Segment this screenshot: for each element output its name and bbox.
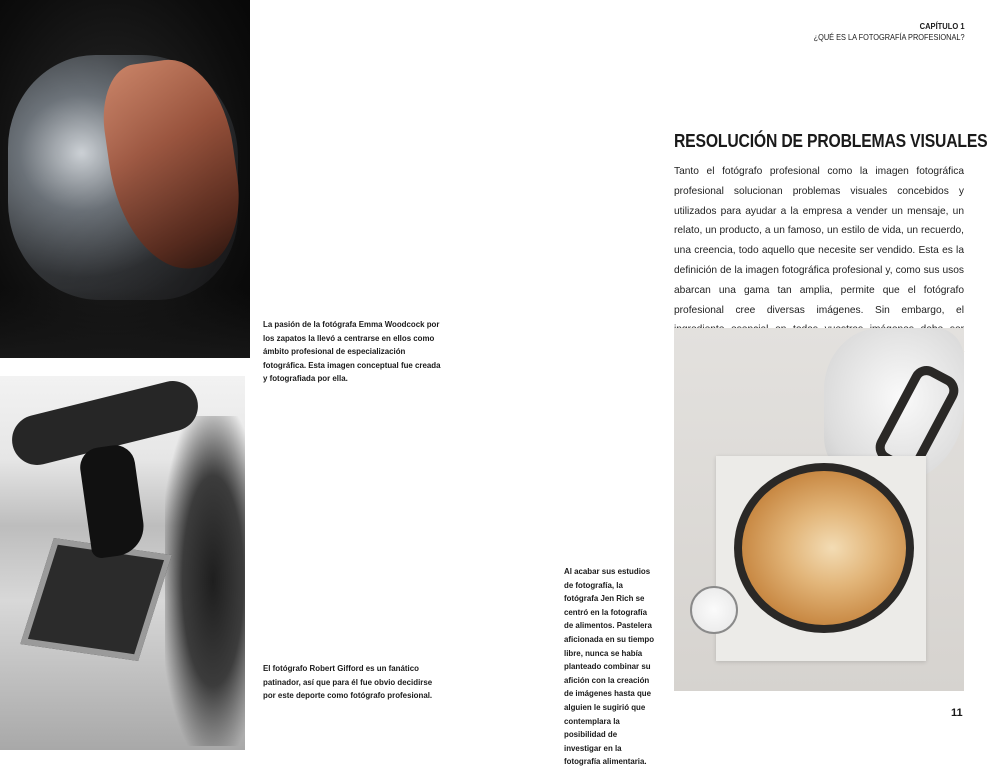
body-paragraph: Tanto el fotógrafo profesional como la imagen fotográfica profesional solucionan problemas visuales concebidos y utilizados para ayudar a la empresa a vender un mensaje, un relato, un producto, a un famoso, un estilo de vida, un recuerdo, una creencia, todo aquello que necesite ser vendido. Esta es la definición de la imagen fotográfica profesional y, como sus usos abarcan una gama tan amplia, permite que el fotógrafo profesional cree diversas imágenes. Sin embargo, el [674,166,964,316]
chapter-subtitle: ¿QUÉ ES LA FOTOGRAFÍA PROFESIONAL? [814,32,965,42]
chapter-label: CAPÍTULO 1 [920,21,965,31]
bush-shape [165,416,245,746]
sugar-sieve [690,586,738,634]
caption-ice-photo: La pasión de la fotógrafa Emma Woodcock por los zapatos la llevó a centrarse en ellos como ámbito profesional de especialización fotográfica. Esta imagen conceptual fue creada y fotografiada por ella. [263,319,441,384]
ice-shoe-photo [0,0,250,358]
page-number: 11 [951,707,963,719]
food-pancake-photo [674,328,964,691]
running-head [793,21,965,43]
caption-skate-photo: El fotógrafo Robert Gifford es un fanático patinador, así que para él fue obvio decidirse por este deporte como fotógrafo profesional. [263,663,433,701]
section-title: RESOLUCIÓN DE PROBLEMAS VISUALES [674,130,988,151]
photo-shadow [0,288,250,358]
skateboarder-photo [0,376,245,750]
dutch-baby-pancake [742,471,906,625]
skater-legs [78,443,148,560]
caption-food-photo: Al acabar sus estudios de fotografía, la fotógrafa Jen Rich se centró en la fotografía de alimentos. Pastelera aficionada en su tiempo libre, nunca se había planteado combinar su afición con la creación de imágenes hasta que alguien le sugirió que contemplara la posibilidad de investigar en la fotografía alimentaria. [564,566,655,767]
